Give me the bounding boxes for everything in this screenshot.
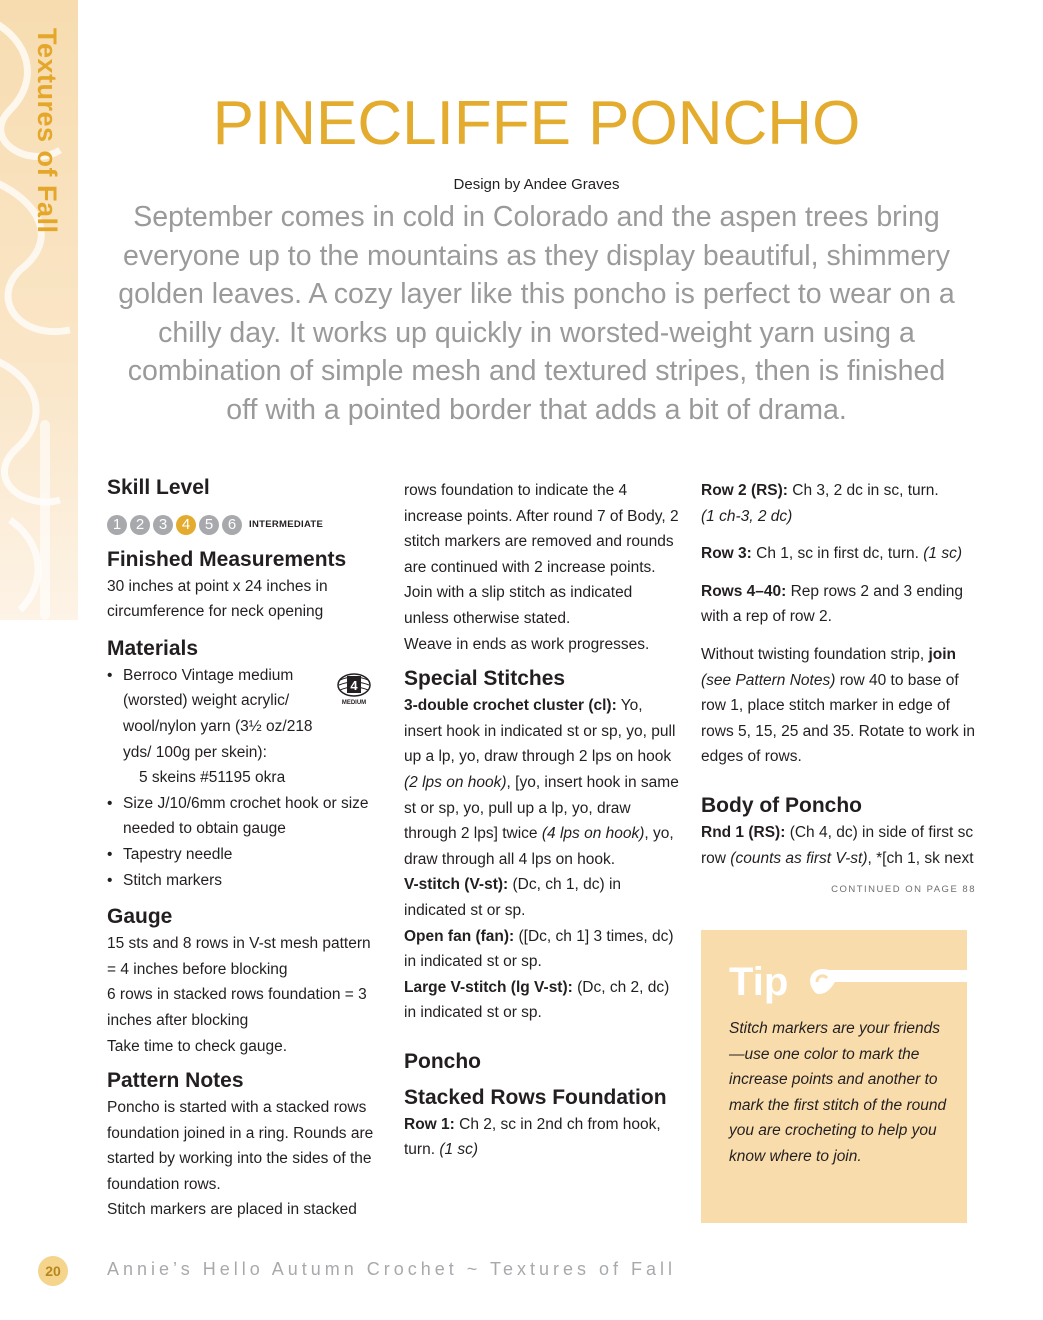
materials-item: • Tapestry needle: [123, 842, 382, 868]
materials-item: • Size J/10/6mm crochet hook or size needed to obtain gauge: [123, 791, 382, 842]
column-2: [404, 478, 679, 1163]
continued-note: CONTINUED ON PAGE 88: [831, 884, 976, 896]
skill-level-label: INTERMEDIATE: [249, 519, 324, 530]
materials-subitem: 5 skeins #51195 okra: [139, 769, 286, 787]
gauge-line: Take time to check gauge.: [107, 1037, 288, 1055]
pattern-notes-paragraph: rows foundation to indicate the 4 increase points. After round 7 of Body, 2 stitch markers are removed and rounds are continued with 2 increase points.: [404, 482, 679, 576]
pattern-row: Row 3: Ch 1, sc in first dc, turn. (1 sc): [701, 545, 962, 563]
skill-dot-3: 3: [153, 515, 173, 535]
pattern-row: Rnd 1 (RS): (Ch 4, dc) in side of first sc row (counts as first V-st), *[ch 1, sk next: [701, 823, 974, 867]
yarn-weight-label: MEDIUM: [341, 700, 367, 706]
page-title: PINECLIFFE PONCHO: [212, 89, 861, 158]
pattern-notes-heading: Pattern Notes: [107, 1069, 244, 1093]
tip-box: [701, 930, 967, 1223]
pattern-row: Row 1: Ch 2, sc in 2nd ch from hook, turn. (1 sc): [404, 1115, 661, 1159]
special-stitches-heading: Special Stitches: [404, 667, 566, 691]
pattern-row: Without twisting foundation strip, join (see Pattern Notes) row 40 to base of row 1, place stitch marker in edge of rows 5, 15, 25 and 35. Rotate to work in edges of rows.: [701, 645, 975, 766]
section-label: Textures of Fall: [32, 28, 62, 234]
body-heading: Body of Poncho: [701, 793, 862, 817]
pattern-notes-paragraph: Stitch markers are placed in stacked: [107, 1201, 357, 1219]
tip-text: Stitch markers are your friends—use one color to mark the increase points and another to mark the first stitch of the round you are crocheting to help you know where to join.: [729, 1020, 947, 1165]
gauge-line: 15 sts and 8 rows in V-st mesh pattern = 4 inches before blocking: [107, 935, 371, 978]
tip-title: Tip: [729, 960, 789, 1004]
materials-heading: Materials: [107, 636, 199, 660]
skill-dot-5: 5: [199, 515, 219, 535]
materials-item: • Stitch markers: [123, 868, 382, 894]
column-1: [107, 474, 382, 1223]
column-3: [701, 478, 976, 903]
pattern-row: Row 2 (RS): Ch 3, 2 dc in sc, turn. (1 ch-3, 2 dc): [701, 482, 939, 525]
materials-item: • Berroco Vintage medium (worsted) weight acrylic/ wool/nylon yarn (3½ oz/218 yds/ 100g per skein): 5 skeins #51195 okra: [123, 663, 382, 791]
skill-dot-1: 1: [107, 515, 127, 535]
skill-level-heading: Skill Level: [107, 476, 210, 499]
stacked-rows-heading: Stacked Rows Foundation: [404, 1085, 667, 1109]
materials-list: [107, 663, 382, 893]
skill-dot-6: 6: [222, 515, 242, 535]
skill-dot-2: 2: [130, 515, 150, 535]
intro-paragraph: September comes in cold in Colorado and the aspen trees bring everyone up to the mountains as they display beautiful, shimmery golden leaves. A cozy layer like this poncho is perfect to wear on a chilly day. It works up quickly in worsted-weight yarn using a combination of simple mesh and textured stripes, then is finished off with a pointed border that adds a bit of drama.: [118, 201, 955, 426]
designer-byline: Design by Andee Graves: [453, 176, 620, 193]
finished-measurements-text: 30 inches at point x 24 inches in circumference for neck opening: [107, 577, 328, 621]
pattern-notes-paragraph: Weave in ends as work progresses.: [404, 635, 650, 653]
page-number: 20: [38, 1256, 68, 1286]
yarn-weight-number: 4: [350, 678, 358, 693]
skill-level-indicator: [107, 512, 382, 538]
skill-dot-4: 4: [176, 515, 196, 535]
gauge-line: 6 rows in stacked rows foundation = 3 inches after blocking: [107, 986, 367, 1029]
pattern-row: Rows 4–40: Rep rows 2 and 3 ending with a rep of row 2.: [701, 582, 963, 626]
stitch-definition: Open fan (fan): ([Dc, ch 1] 3 times, dc) in indicated st or sp.: [404, 927, 674, 971]
pattern-notes-paragraph: Poncho is started with a stacked rows foundation joined in a ring. Rounds are started by working into the sides of the foundation rows.: [107, 1099, 374, 1193]
footer-text: Annie’s Hello Autumn Crochet ~ Textures of Fall: [107, 1259, 677, 1279]
stitch-definition: 3-double crochet cluster (cl): Yo, insert hook in indicated st or sp, yo, pull up a lp, yo, draw through 2 lps on hook (2 lps on hook), [yo, insert hook in same st or sp, yo, pull up a lp, yo, draw through 2 lps] twice (4 lps on hook), yo, draw through all 4 lps on hook.: [404, 697, 679, 868]
finished-measurements-heading: Finished Measurements: [107, 547, 347, 571]
gauge-heading: Gauge: [107, 905, 173, 929]
pattern-notes-paragraph: Join with a slip stitch as indicated unless otherwise stated.: [404, 584, 633, 627]
stitch-definition: Large V-stitch (lg V-st): (Dc, ch 2, dc) in indicated st or sp.: [404, 978, 670, 1022]
crochet-hook-icon: [805, 960, 967, 1000]
stitch-definition: V-stitch (V-st): (Dc, ch 1, dc) in indicated st or sp.: [404, 876, 622, 919]
poncho-heading: Poncho: [404, 1049, 481, 1073]
